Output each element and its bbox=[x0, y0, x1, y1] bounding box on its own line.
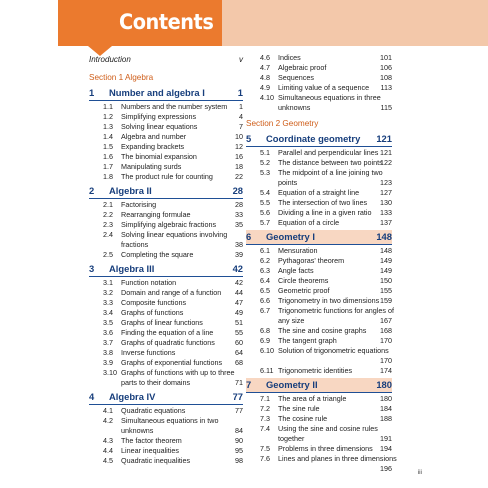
toc-entry-title: Numbers and the number system bbox=[121, 102, 228, 111]
toc-entry-title: Mensuration bbox=[278, 246, 318, 255]
toc-entry-title: Limiting value of a sequence bbox=[278, 83, 370, 92]
toc-entry-title: Parallel and perpendicular lines bbox=[278, 148, 379, 157]
toc-entry-number: 6.10 bbox=[260, 346, 274, 355]
toc-entry-title: The sine rule bbox=[278, 404, 320, 413]
toc-entry bbox=[89, 446, 243, 456]
toc-entry bbox=[89, 288, 243, 298]
toc-entry-number: 3.9 bbox=[103, 358, 113, 367]
toc-entry-title: Simultaneous equations in two unknowns bbox=[121, 416, 219, 435]
toc-page-number: 22 bbox=[235, 172, 243, 181]
toc-page-number: 170 bbox=[380, 336, 392, 345]
page-title: Contents bbox=[119, 10, 214, 34]
toc-entry bbox=[89, 200, 243, 210]
toc-page-number: 113 bbox=[380, 83, 392, 92]
toc-entry-number: 7.4 bbox=[260, 424, 270, 433]
toc-page-number: 28 bbox=[235, 200, 243, 209]
toc-entry-number: 1.6 bbox=[103, 152, 113, 161]
toc-entry bbox=[89, 102, 243, 112]
toc-entry-number: 6.3 bbox=[260, 266, 270, 275]
toc-page-number: 95 bbox=[235, 446, 243, 455]
toc-entry bbox=[89, 406, 243, 416]
toc-entry-number: 2.1 bbox=[103, 200, 113, 209]
toc-page-number: 68 bbox=[235, 358, 243, 367]
toc-entry-number: 1.3 bbox=[103, 122, 113, 131]
toc-entry-number: 3.5 bbox=[103, 318, 113, 327]
toc-entry bbox=[246, 336, 392, 346]
toc-entry bbox=[89, 122, 243, 132]
toc-page-number: 123 bbox=[380, 178, 392, 187]
toc-entry-title: Simultaneous equations in three unknowns bbox=[278, 93, 381, 112]
toc-entry-number: 3.6 bbox=[103, 328, 113, 337]
toc-chapter-number: 3 bbox=[89, 263, 95, 274]
toc-page-number: 39 bbox=[235, 250, 243, 259]
toc-section-label: Section 1 Algebra bbox=[89, 73, 154, 82]
toc-entry-number: 4.7 bbox=[260, 63, 270, 72]
toc-entry-number: 4.2 bbox=[103, 416, 113, 425]
toc-entry-title: Rearranging formulae bbox=[121, 210, 191, 219]
toc-page-number: 101 bbox=[380, 53, 392, 62]
toc-entry-title: Sequences bbox=[278, 73, 314, 82]
toc-entry bbox=[89, 308, 243, 318]
toc-chapter-heading bbox=[89, 86, 243, 101]
toc-entry-title: Simplifying algebraic fractions bbox=[121, 220, 217, 229]
toc-entry bbox=[89, 112, 243, 122]
toc-page-number: 1 bbox=[239, 102, 243, 111]
toc-entry bbox=[89, 250, 243, 260]
toc-entry bbox=[246, 444, 392, 454]
toc-entry-title: The product rule for counting bbox=[121, 172, 213, 181]
toc-entry-number: 2.2 bbox=[103, 210, 113, 219]
page-number: iii bbox=[417, 469, 422, 476]
toc-entry-number: 7.3 bbox=[260, 414, 270, 423]
toc-chapter-heading bbox=[246, 378, 392, 393]
toc-entry-title: Function notation bbox=[121, 278, 177, 287]
toc-left-column bbox=[89, 53, 243, 466]
toc-page-number: 42 bbox=[235, 278, 243, 287]
toc-page-number: 60 bbox=[235, 338, 243, 347]
toc-right-column bbox=[246, 53, 397, 474]
toc-chapter-number: 7 bbox=[246, 379, 252, 390]
toc-entry-number: 3.4 bbox=[103, 308, 113, 317]
toc-page-number: 98 bbox=[235, 456, 243, 465]
toc-section-label: Section 2 Geometry bbox=[246, 119, 319, 128]
toc-page-number: 28 bbox=[232, 185, 243, 196]
toc-entry-number: 7.6 bbox=[260, 454, 270, 463]
toc-chapter-heading bbox=[246, 230, 392, 245]
toc-page-number: 121 bbox=[380, 148, 392, 157]
toc-page-number: 35 bbox=[235, 220, 243, 229]
toc-entry-title: Dividing a line in a given ratio bbox=[278, 208, 372, 217]
toc-page-number: 150 bbox=[380, 276, 392, 285]
toc-entry-number: 4.1 bbox=[103, 406, 113, 415]
toc-entry bbox=[246, 276, 392, 286]
toc-entry-number: 4.10 bbox=[260, 93, 274, 102]
toc-entry-title: Graphs of exponential functions bbox=[121, 358, 223, 367]
toc-entry bbox=[246, 424, 392, 444]
toc-entry-number: 4.4 bbox=[103, 446, 113, 455]
toc-entry bbox=[89, 436, 243, 446]
toc-page-number: 1 bbox=[237, 87, 243, 98]
toc-chapter-title: Coordinate geometry bbox=[266, 133, 361, 144]
toc-entry-title: Graphs of functions bbox=[121, 308, 184, 317]
toc-entry bbox=[246, 246, 392, 256]
toc-entry-number: 5.5 bbox=[260, 198, 270, 207]
toc-entry-number: 3.2 bbox=[103, 288, 113, 297]
toc-page-number: 55 bbox=[235, 328, 243, 337]
toc-entry-title: The cosine rule bbox=[278, 414, 328, 423]
toc-entry bbox=[246, 158, 392, 168]
toc-label: Introduction bbox=[89, 55, 131, 64]
toc-page-number: 12 bbox=[235, 142, 243, 151]
toc-page-number: v bbox=[239, 55, 243, 64]
toc-page-number: 137 bbox=[380, 218, 392, 227]
toc-entry bbox=[246, 218, 392, 228]
toc-chapter-heading bbox=[89, 262, 243, 277]
toc-page-number: 44 bbox=[235, 288, 243, 297]
toc-page-number: 149 bbox=[380, 256, 392, 265]
toc-entry-title: Solution of trigonometric equations bbox=[278, 346, 389, 355]
toc-entry-title: The midpoint of a line joining two points bbox=[278, 168, 383, 187]
toc-page-number: 77 bbox=[232, 391, 243, 402]
toc-chapter-number: 6 bbox=[246, 231, 252, 242]
toc-page-number: 4 bbox=[239, 112, 243, 121]
toc-entry bbox=[246, 256, 392, 266]
toc-entry bbox=[246, 414, 392, 424]
toc-page-number: 121 bbox=[376, 133, 392, 144]
toc-entry-number: 7.1 bbox=[260, 394, 270, 403]
toc-entry bbox=[89, 278, 243, 288]
toc-chapter-number: 4 bbox=[89, 391, 95, 402]
toc-entry-title: Circle theorems bbox=[278, 276, 329, 285]
toc-chapter-title: Geometry I bbox=[266, 231, 315, 242]
toc-page-number: 188 bbox=[380, 414, 392, 423]
toc-entry-title: Graphs of functions with up to three parts to their domains bbox=[121, 368, 235, 387]
toc-page-number: 130 bbox=[380, 198, 392, 207]
toc-entry-number: 4.9 bbox=[260, 83, 270, 92]
toc-entry bbox=[89, 152, 243, 162]
toc-page-number: 77 bbox=[235, 406, 243, 415]
toc-entry-number: 4.3 bbox=[103, 436, 113, 445]
toc-entry-title: The factor theorem bbox=[121, 436, 182, 445]
toc-chapter-title: Number and algebra I bbox=[109, 87, 205, 98]
toc-entry-number: 6.2 bbox=[260, 256, 270, 265]
toc-page-number: 64 bbox=[235, 348, 243, 357]
toc-entry-title: The intersection of two lines bbox=[278, 198, 368, 207]
toc-page-number: 108 bbox=[380, 73, 392, 82]
toc-entry-title: Composite functions bbox=[121, 298, 187, 307]
toc-entry bbox=[89, 220, 243, 230]
toc-entry-title: Linear inequalities bbox=[121, 446, 179, 455]
toc-page-number: 184 bbox=[380, 404, 392, 413]
toc-entry bbox=[89, 298, 243, 308]
toc-entry-number: 5.3 bbox=[260, 168, 270, 177]
toc-entry bbox=[89, 456, 243, 466]
toc-entry bbox=[246, 394, 392, 404]
toc-entry-number: 5.6 bbox=[260, 208, 270, 217]
toc-entry-title: Quadratic inequalities bbox=[121, 456, 191, 465]
toc-entry-title: Using the sine and cosine rules together bbox=[278, 424, 378, 443]
toc-entry-title: Angle facts bbox=[278, 266, 314, 275]
toc-entry-title: Quadratic equations bbox=[121, 406, 186, 415]
toc-page-number: 191 bbox=[380, 434, 392, 443]
toc-entry-number: 6.6 bbox=[260, 296, 270, 305]
toc-entry-number: 1.2 bbox=[103, 112, 113, 121]
toc-entry-number: 4.5 bbox=[103, 456, 113, 465]
toc-page-number: 16 bbox=[235, 152, 243, 161]
toc-entry-title: The tangent graph bbox=[278, 336, 337, 345]
toc-page-number: 167 bbox=[380, 316, 392, 325]
toc-page-number: 51 bbox=[235, 318, 243, 327]
toc-entry bbox=[89, 358, 243, 368]
toc-page-number: 170 bbox=[380, 356, 392, 365]
toc-entry-title: Lines and planes in three dimensions bbox=[278, 454, 397, 463]
toc-page-number: 174 bbox=[380, 366, 392, 375]
toc-entry-number: 2.3 bbox=[103, 220, 113, 229]
toc-entry bbox=[89, 162, 243, 172]
toc-entry bbox=[89, 172, 243, 182]
toc-page-number: 194 bbox=[380, 444, 392, 453]
toc-entry-number: 3.8 bbox=[103, 348, 113, 357]
toc-entry-number: 3.3 bbox=[103, 298, 113, 307]
toc-entry-title: Trigonometry in two dimensions bbox=[278, 296, 380, 305]
toc-entry-number: 7.5 bbox=[260, 444, 270, 453]
toc-entry-number: 5.7 bbox=[260, 218, 270, 227]
toc-chapter-title: Algebra III bbox=[109, 263, 155, 274]
toc-entry bbox=[246, 148, 392, 158]
toc-page-number: 196 bbox=[380, 464, 392, 473]
toc-page-number: 106 bbox=[380, 63, 392, 72]
toc-page-number: 18 bbox=[235, 162, 243, 171]
toc-entry-title: Equation of a circle bbox=[278, 218, 340, 227]
toc-page-number: 33 bbox=[235, 210, 243, 219]
toc-entry bbox=[246, 346, 392, 366]
toc-entry bbox=[246, 168, 392, 188]
toc-entry-title: Solving linear equations involving fractions bbox=[121, 230, 228, 249]
toc-entry bbox=[246, 63, 392, 73]
toc-entry-number: 1.8 bbox=[103, 172, 113, 181]
toc-entry-title: Geometric proof bbox=[278, 286, 330, 295]
toc-entry-title: The sine and cosine graphs bbox=[278, 326, 367, 335]
toc-entry-number: 6.7 bbox=[260, 306, 270, 315]
toc-entry-title: Problems in three dimensions bbox=[278, 444, 373, 453]
toc-entry bbox=[89, 132, 243, 142]
toc-entry bbox=[246, 404, 392, 414]
toc-entry-title: Simplifying expressions bbox=[121, 112, 197, 121]
toc-entry bbox=[246, 198, 392, 208]
toc-section-heading bbox=[89, 71, 243, 84]
toc-page-number: 180 bbox=[380, 394, 392, 403]
toc-entry-title: Algebra and number bbox=[121, 132, 187, 141]
toc-entry-number: 3.7 bbox=[103, 338, 113, 347]
toc-page-number: 180 bbox=[376, 379, 392, 390]
toc-entry-number: 6.8 bbox=[260, 326, 270, 335]
toc-entry bbox=[246, 93, 392, 113]
toc-entry-number: 2.4 bbox=[103, 230, 113, 239]
toc-entry bbox=[89, 348, 243, 358]
toc-page-number: 149 bbox=[380, 266, 392, 275]
toc-entry bbox=[246, 266, 392, 276]
toc-page-number: 159 bbox=[380, 296, 392, 305]
toc-entry-number: 5.2 bbox=[260, 158, 270, 167]
toc-entry bbox=[246, 454, 397, 474]
toc-entry bbox=[246, 188, 392, 198]
toc-entry bbox=[89, 368, 243, 388]
toc-page-number: 90 bbox=[235, 436, 243, 445]
toc-entry-number: 4.8 bbox=[260, 73, 270, 82]
toc-entry-title: Graphs of linear functions bbox=[121, 318, 203, 327]
toc-introduction bbox=[89, 53, 243, 67]
toc-entry bbox=[246, 306, 392, 326]
toc-entry-title: Finding the equation of a line bbox=[121, 328, 214, 337]
toc-entry-title: Trigonometric functions for angles of any size bbox=[278, 306, 394, 325]
toc-page-number: 148 bbox=[380, 246, 392, 255]
toc-page-number: 127 bbox=[380, 188, 392, 197]
toc-entry-number: 5.1 bbox=[260, 148, 270, 157]
toc-page-number: 115 bbox=[380, 103, 392, 112]
toc-page-number: 71 bbox=[235, 378, 243, 387]
toc-page-number: 133 bbox=[380, 208, 392, 217]
toc-entry-number: 6.9 bbox=[260, 336, 270, 345]
toc-entry-title: Solving linear equations bbox=[121, 122, 198, 131]
toc-entry bbox=[246, 286, 392, 296]
toc-entry-number: 2.5 bbox=[103, 250, 113, 259]
toc-entry-number: 1.7 bbox=[103, 162, 113, 171]
toc-entry-number: 6.1 bbox=[260, 246, 270, 255]
toc-entry-number: 1.1 bbox=[103, 102, 113, 111]
toc-entry-number: 6.11 bbox=[260, 366, 274, 375]
toc-page-number: 84 bbox=[235, 426, 243, 435]
toc-entry-title: The distance between two points bbox=[278, 158, 383, 167]
toc-entry bbox=[89, 142, 243, 152]
toc-entry-title: Equation of a straight line bbox=[278, 188, 360, 197]
toc-page-number: 42 bbox=[232, 263, 243, 274]
toc-chapter-title: Geometry II bbox=[266, 379, 318, 390]
toc-chapter-number: 2 bbox=[89, 185, 95, 196]
toc-entry-title: Manipulating surds bbox=[121, 162, 182, 171]
toc-chapter-title: Algebra II bbox=[109, 185, 152, 196]
toc-entry-number: 1.4 bbox=[103, 132, 113, 141]
toc-page-number: 148 bbox=[376, 231, 392, 242]
toc-page-number: 155 bbox=[380, 286, 392, 295]
toc-entry-title: Pythagoras' theorem bbox=[278, 256, 345, 265]
toc-entry-title: Factorising bbox=[121, 200, 157, 209]
toc-entry bbox=[89, 230, 243, 250]
toc-entry bbox=[246, 208, 392, 218]
toc-entry-number: 5.4 bbox=[260, 188, 270, 197]
toc-entry-title: The area of a triangle bbox=[278, 394, 347, 403]
toc-entry-number: 3.1 bbox=[103, 278, 113, 287]
toc-page-number: 38 bbox=[235, 240, 243, 249]
toc-entry bbox=[246, 366, 392, 376]
toc-chapter-number: 1 bbox=[89, 87, 95, 98]
toc-entry-number: 3.10 bbox=[103, 368, 117, 377]
toc-entry bbox=[89, 338, 243, 348]
toc-entry bbox=[246, 296, 392, 306]
toc-chapter-title: Algebra IV bbox=[109, 391, 156, 402]
toc-chapter-heading bbox=[246, 132, 392, 147]
toc-chapter-heading bbox=[89, 184, 243, 199]
toc-chapter-number: 5 bbox=[246, 133, 252, 144]
toc-page-number: 47 bbox=[235, 298, 243, 307]
toc-entry-title: Completing the square bbox=[121, 250, 194, 259]
toc-chapter-heading bbox=[89, 390, 243, 405]
toc-page-number: 168 bbox=[380, 326, 392, 335]
toc-entry-title: Domain and range of a function bbox=[121, 288, 222, 297]
toc-entry bbox=[89, 328, 243, 338]
toc-section-heading bbox=[246, 117, 392, 130]
toc-entry-title: Expanding brackets bbox=[121, 142, 185, 151]
toc-entry bbox=[246, 326, 392, 336]
toc-entry bbox=[246, 73, 392, 83]
toc-page-number: 10 bbox=[235, 132, 243, 141]
toc-entry bbox=[246, 53, 392, 63]
toc-entry-title: Indices bbox=[278, 53, 301, 62]
toc-entry-title: The binomial expansion bbox=[121, 152, 197, 161]
toc-page-number: 49 bbox=[235, 308, 243, 317]
toc-entry bbox=[89, 318, 243, 328]
toc-entry-title: Trigonometric identities bbox=[278, 366, 353, 375]
toc-entry-number: 6.4 bbox=[260, 276, 270, 285]
toc-entry-number: 4.6 bbox=[260, 53, 270, 62]
toc-entry bbox=[246, 83, 392, 93]
toc-page-number: 7 bbox=[239, 122, 243, 131]
toc-entry bbox=[89, 210, 243, 220]
toc-entry-title: Algebraic proof bbox=[278, 63, 327, 72]
toc-entry-number: 1.5 bbox=[103, 142, 113, 151]
toc-entry-title: Graphs of quadratic functions bbox=[121, 338, 215, 347]
toc-entry-title: Inverse functions bbox=[121, 348, 176, 357]
toc-page-number: 122 bbox=[380, 158, 392, 167]
toc-entry-number: 7.2 bbox=[260, 404, 270, 413]
toc-entry bbox=[89, 416, 243, 436]
toc-entry-number: 6.5 bbox=[260, 286, 270, 295]
